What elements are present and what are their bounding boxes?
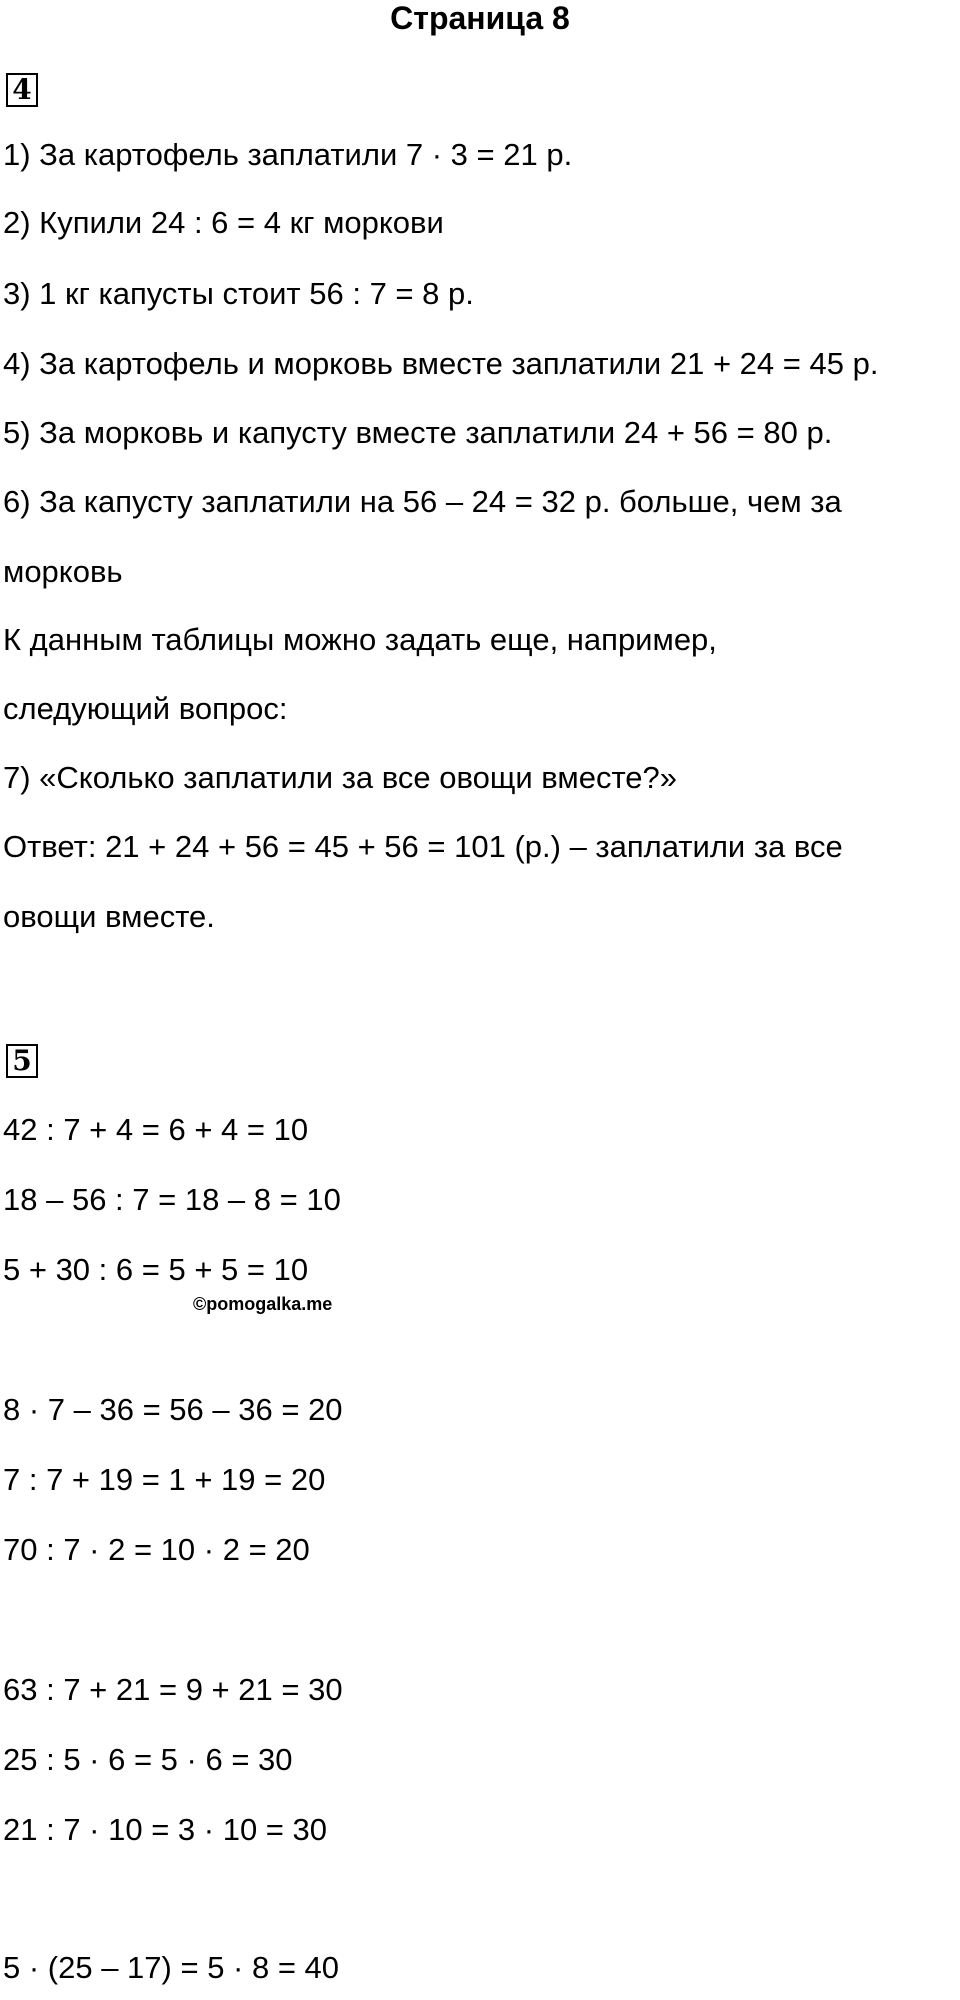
task-4-line-10: 7) «Сколько заплатили за все овощи вместе?»	[3, 760, 678, 795]
task-5-line-3: 5 + 30 : 6 = 5 + 5 = 10	[3, 1252, 309, 1287]
watermark: ©pomogalka.me	[193, 1294, 333, 1314]
task-4-line-9: следующий вопрос:	[3, 691, 288, 726]
task-4-line-2: 2) Купили 24 : 6 = 4 кг моркови	[3, 205, 444, 240]
task-5-line-5: 7 : 7 + 19 = 1 + 19 = 20	[3, 1462, 326, 1497]
task-4-line-12: овощи вместе.	[3, 899, 215, 934]
task-5-line-9: 21 : 7 · 10 = 3 · 10 = 30	[3, 1812, 328, 1847]
task-4-line-11: Ответ: 21 + 24 + 56 = 45 + 56 = 101 (р.) – заплатили за все	[3, 829, 843, 864]
task-5-line-2: 18 – 56 : 7 = 18 – 8 = 10	[3, 1182, 341, 1217]
task-5-line-8: 25 : 5 · 6 = 5 · 6 = 30	[3, 1742, 293, 1777]
task-4-line-8: К данным таблицы можно задать еще, например,	[3, 622, 717, 657]
task-4-line-7: морковь	[3, 554, 123, 589]
page-title: Страница 8	[390, 0, 570, 36]
task-4-number: 4	[6, 73, 38, 107]
task-5-line-7: 63 : 7 + 21 = 9 + 21 = 30	[3, 1672, 343, 1707]
task-4-line-5: 5) За морковь и капусту вместе заплатили 24 + 56 = 80 р.	[3, 415, 833, 450]
task-5-line-6: 70 : 7 · 2 = 10 · 2 = 20	[3, 1532, 310, 1567]
task-5-number: 5	[6, 1044, 38, 1078]
task-4-line-3: 3) 1 кг капусты стоит 56 : 7 = 8 р.	[3, 276, 474, 311]
task-5-line-1: 42 : 7 + 4 = 6 + 4 = 10	[3, 1112, 309, 1147]
task-5-line-10: 5 · (25 – 17) = 5 · 8 = 40	[3, 1950, 340, 1985]
task-4-line-6: 6) За капусту заплатили на 56 – 24 = 32 р. больше, чем за	[3, 484, 842, 519]
task-4-line-1: 1) За картофель заплатили 7 · 3 = 21 р.	[3, 137, 573, 172]
task-4-line-4: 4) За картофель и морковь вместе заплатили 21 + 24 = 45 р.	[3, 346, 879, 381]
task-5-line-4: 8 · 7 – 36 = 56 – 36 = 20	[3, 1392, 343, 1427]
